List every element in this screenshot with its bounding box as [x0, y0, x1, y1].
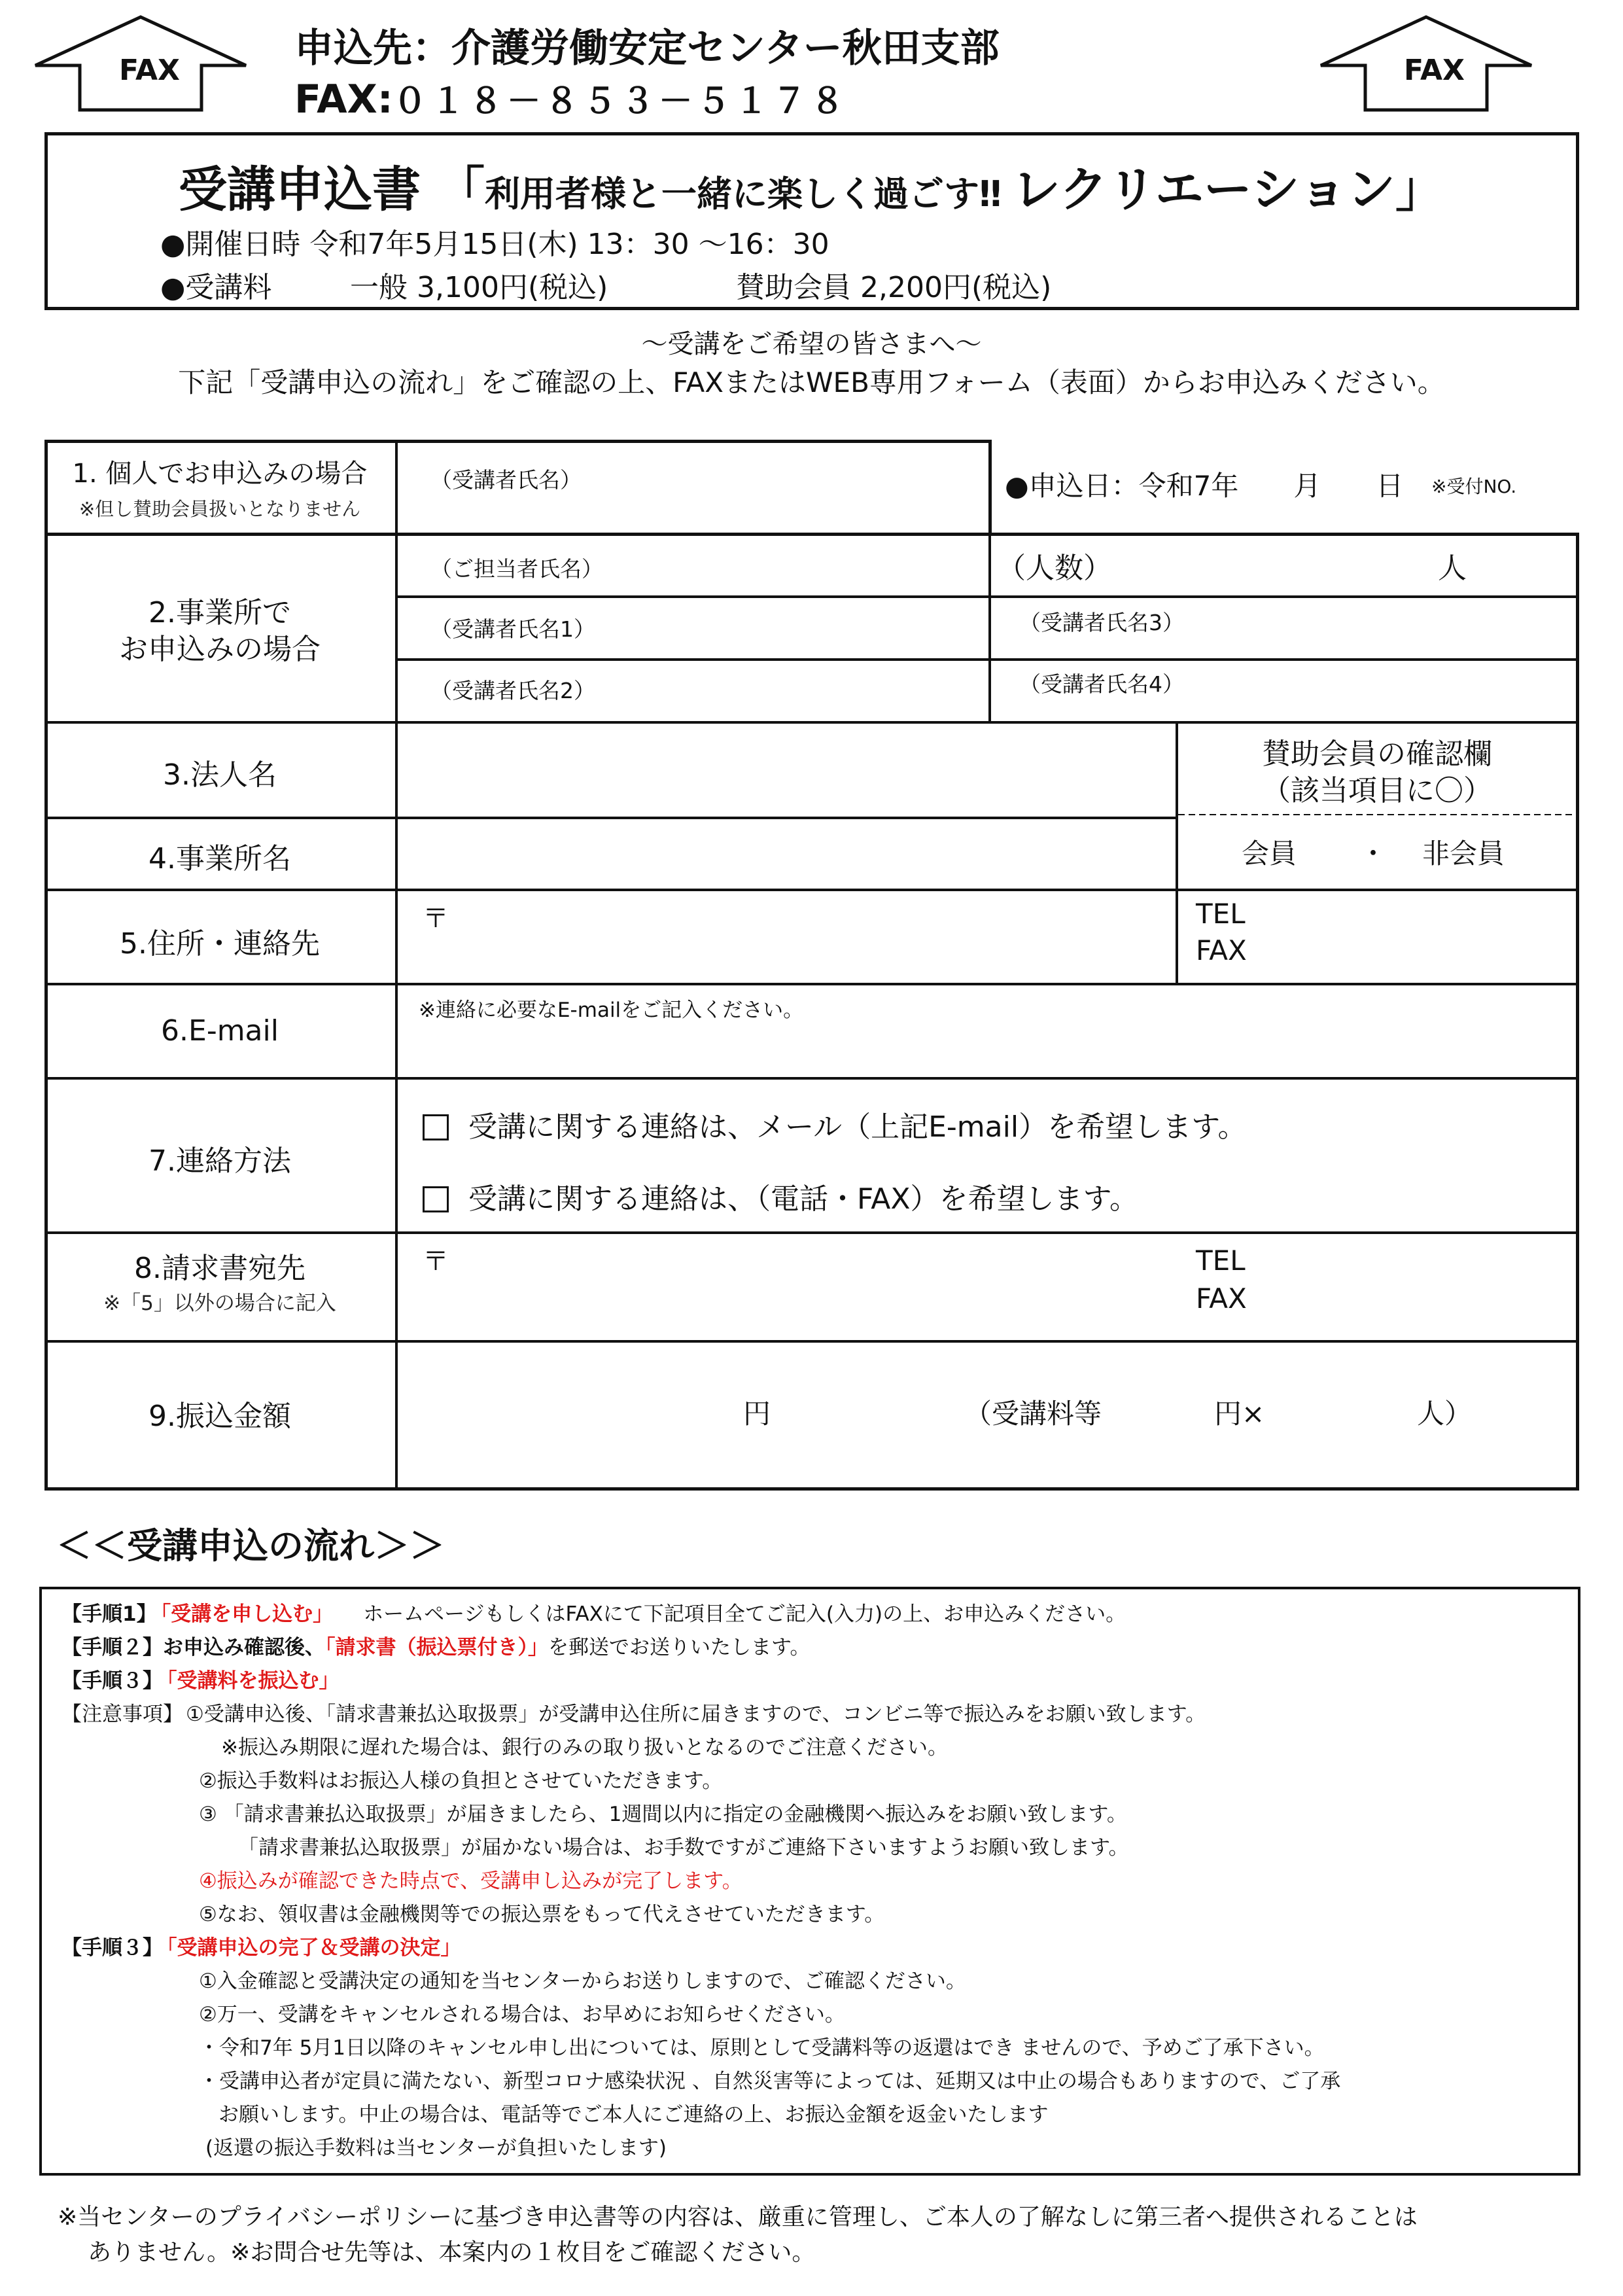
- email-note: ※連絡に必要なE-mailをご記入ください。: [419, 998, 804, 1022]
- completion-1: ①入金確認と受講決定の通知を当センターからお送りしますので、ご確認ください。: [199, 1969, 966, 1993]
- bracket-open: 「: [436, 162, 485, 218]
- contact-option-email[interactable]: [423, 1103, 1247, 1145]
- row1-note: ※但し賛助会員扱いとなりません: [79, 498, 361, 520]
- fee-general: 一般 3,100円(税込): [350, 271, 608, 304]
- row8-note: ※「5」以外の場合に記入: [103, 1292, 336, 1315]
- note-3b: 「請求書兼払込取扱票」が届かない場合は、お手数ですがご連絡下さいますようお願い致します。: [238, 1836, 1129, 1860]
- corporate-name-field[interactable]: [398, 724, 1175, 817]
- headcount-field[interactable]: （人数）: [997, 552, 1112, 585]
- note-4: ④振込みが確認できた時点で、受講申し込みが完了します。: [199, 1869, 742, 1893]
- row9-label: 9.振込金額: [148, 1400, 291, 1433]
- contact-option-phone-label: 受講に関する連絡は、（電話・FAX）を希望します。: [468, 1182, 1138, 1216]
- contact-option-email-label: 受講に関する連絡は、メール（上記E-mail）を希望します。: [468, 1110, 1247, 1144]
- fee-calc-label: （受講料等: [964, 1398, 1102, 1430]
- completion-2: ②万一、受講をキャンセルされる場合は、お早めにお知らせください。: [199, 2003, 845, 2026]
- row2-label-1: 2.事業所で: [148, 596, 291, 629]
- note-2: ②振込手数料はお振込人様の負担とさせていただきます。: [199, 1769, 723, 1793]
- course-subtitle: 利用者様と一緒に楽しく過ごす‼: [485, 173, 1002, 215]
- option-separator: ・: [1359, 838, 1387, 870]
- attendee-1-field[interactable]: （受講者氏名1）: [430, 616, 595, 642]
- fee-calc-person: 人）: [1417, 1398, 1473, 1430]
- step1-title: 「受講を申し込む」: [160, 1602, 334, 1626]
- fee-member: 賛助会員 2,200円(税込): [736, 271, 1052, 304]
- completion-4b: お願いします。中止の場合は、電話等でご本人にご連絡の上、お振込金額を返金いたします: [218, 2103, 1049, 2127]
- fee-label: ●受講料: [160, 271, 272, 304]
- step3-title: 「受講料を振込む」: [167, 1669, 340, 1693]
- step1-text: ホームページもしくはFAXにて下記項目全てご記入(入力)の上、お申込みください。: [363, 1602, 1126, 1626]
- course-name: レクリエーション: [1011, 162, 1395, 218]
- completion-5: (返還の振込手数料は当センターが負担いたします): [205, 2136, 667, 2160]
- row2-label-2: お申込みの場合: [119, 633, 321, 666]
- completion-3: ・令和7年 5月1日以降のキャンセル申し出については、原則として受講料等の返還はでき ませんので、予めご了承下さい。: [199, 2036, 1325, 2060]
- note-1: ①受講申込後、「請求書兼払込取扱票」が受講申込住所に届きますので、コンビニ等で振込みをお願い致します。: [186, 1703, 1206, 1726]
- fax-label-left: FAX: [119, 54, 180, 87]
- row6-label: 6.E-mail: [161, 1014, 279, 1048]
- note-5: ⑤なお、領収書は金融機関等での振込票をもって代えさせていただきます。: [199, 1903, 885, 1926]
- note-1b: ※振込み期限に遅れた場合は、銀行のみの取り扱いとなるのでご注意ください。: [221, 1736, 948, 1759]
- non-member-option[interactable]: 非会員: [1422, 838, 1505, 870]
- intro-greeting: ～受講をご希望の皆さまへ～: [641, 329, 982, 359]
- office-name-field[interactable]: [398, 819, 1175, 889]
- transfer-yen: 円: [743, 1398, 771, 1430]
- member-option[interactable]: 会員: [1242, 838, 1297, 870]
- fax-field[interactable]: FAX: [1196, 934, 1247, 966]
- application-form: [44, 440, 1579, 1491]
- attendee-2-field[interactable]: （受講者氏名2）: [430, 678, 595, 703]
- member-check-note: （該当項目に〇）: [1262, 774, 1492, 807]
- row1-label: 1. 個人でお申込みの場合: [72, 459, 368, 489]
- privacy-note-1: ※当センターのプライバシーポリシーに基づき申込書等の内容は、厳重に管理し、ご本人の了解なしに第三者へ提供されることは: [58, 2204, 1418, 2231]
- headcount-unit: 人: [1438, 552, 1467, 585]
- form-title: 受講申込書: [179, 162, 421, 218]
- bracket-close: 」: [1395, 162, 1444, 218]
- step2-text: を郵送でお送りいたします。: [548, 1636, 811, 1659]
- flow-box: [39, 1587, 1580, 2176]
- attendee-name-field[interactable]: （受講者氏名）: [430, 467, 582, 493]
- step2-pre: お申込み確認後、: [163, 1636, 325, 1659]
- step4-label: 【手順３】: [61, 1936, 163, 1960]
- note-3: ③ 「請求書兼払込取扱票」が届きましたら、1週間以内に指定の金融機関へ振込みをお願い致します。: [199, 1803, 1127, 1826]
- row7-label: 7.連絡方法: [148, 1144, 291, 1178]
- contact-name-field[interactable]: （ご担当者氏名）: [430, 556, 603, 582]
- address-postal-field[interactable]: 〒: [423, 904, 449, 934]
- step2-title: 「請求書（振込票付き）」: [325, 1636, 548, 1659]
- contact-option-phone[interactable]: [423, 1175, 1138, 1217]
- row4-label: 4.事業所名: [148, 842, 291, 875]
- step3-label: 【手順３】: [61, 1669, 163, 1693]
- tel-field[interactable]: TEL: [1196, 898, 1246, 930]
- apply-to: 申込先：介護労働安定センター秋田支部: [294, 26, 1000, 71]
- fee-calc-yen: 円×: [1214, 1398, 1265, 1430]
- row5-label: 5.住所・連絡先: [120, 927, 320, 961]
- fax-number: ０１８－８５３－５１７８: [393, 82, 848, 121]
- notes-label: 【注意事項】: [61, 1703, 183, 1726]
- completion-4: ・受講申込者が定員に満たない、新型コロナ感染状況 、自然災害等によっては、延期又は中止の場合もありますので、ご了承: [199, 2070, 1341, 2093]
- fax-number-line: [294, 73, 848, 122]
- privacy-note-2: ありません。※お問合せ先等は、本案内の１枚目をご確認ください。: [88, 2239, 816, 2266]
- phone-checkbox[interactable]: [423, 1186, 449, 1212]
- receipt-no: ※受付NO.: [1431, 476, 1517, 497]
- course-title: [179, 151, 1444, 221]
- invoice-tel-field[interactable]: TEL: [1196, 1245, 1246, 1277]
- row8-label: 8.請求書宛先: [134, 1252, 305, 1285]
- fax-prefix: FAX:: [294, 77, 393, 122]
- event-datetime: ●開催日時 令和7年5月15日(木) 13：30 ～16：30: [160, 228, 829, 261]
- apply-date-field[interactable]: ●申込日：令和7年 月 日: [1005, 470, 1404, 502]
- attendee-4-field[interactable]: （受講者氏名4）: [1019, 671, 1184, 697]
- email-field[interactable]: [398, 1022, 1575, 1077]
- flow-heading: ＜＜受講申込の流れ＞＞: [56, 1525, 445, 1566]
- step2-label: 【手順２】: [61, 1636, 163, 1659]
- row3-label: 3.法人名: [163, 758, 277, 792]
- step4-title: 「受講申込の完了＆受講の決定」: [167, 1936, 461, 1960]
- intro-instruction: 下記「受講申込の流れ」をご確認の上、FAXまたはWEB専用フォーム（表面）からお申込みください。: [178, 366, 1445, 398]
- invoice-fax-field[interactable]: FAX: [1196, 1282, 1247, 1315]
- course-title-box: [44, 132, 1579, 310]
- attendee-3-field[interactable]: （受講者氏名3）: [1019, 610, 1184, 635]
- email-checkbox[interactable]: [423, 1114, 449, 1140]
- step1-label: 【手順1】: [61, 1602, 157, 1626]
- member-check-title: 賛助会員の確認欄: [1262, 737, 1492, 771]
- fax-label-right: FAX: [1404, 54, 1465, 87]
- invoice-postal-field[interactable]: 〒: [423, 1246, 449, 1277]
